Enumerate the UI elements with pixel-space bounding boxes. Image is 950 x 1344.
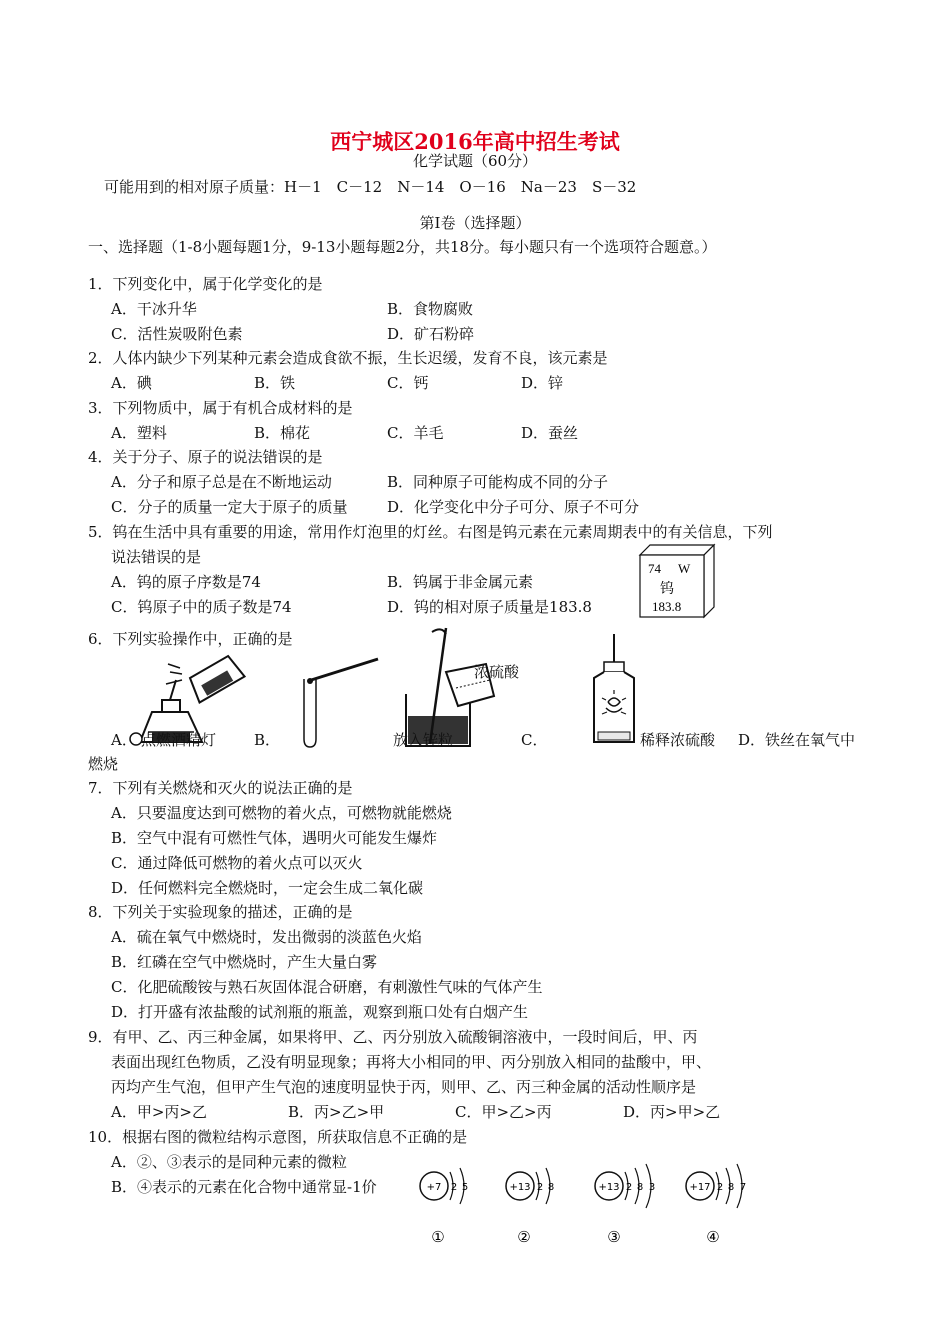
q6-stem: 6．下列实验操作中，正确的是 xyxy=(88,630,293,648)
q3-option-c: C．羊毛 xyxy=(387,424,444,442)
atom-structure-diagrams xyxy=(410,1160,770,1250)
atom-diagram-1 xyxy=(420,1168,468,1246)
atomic-masses: 可能用到的相对原子质量：H－1 C－12 N－14 O－16 Na－23 S－32 xyxy=(104,178,637,196)
q2-option-c: C．钙 xyxy=(387,374,429,392)
element-number: 74 xyxy=(648,561,661,576)
q8-option-c: C．化肥硫酸铵与熟石灰固体混合研磨，有刺激性气味的气体产生 xyxy=(111,978,543,996)
atom-4-shell-2: 8 xyxy=(727,1182,735,1193)
q8-option-b: B．红磷在空气中燃烧时，产生大量白雾 xyxy=(111,953,378,971)
atom-1-shell-2: 5 xyxy=(461,1182,469,1193)
q1-option-d: D．矿石粉碎 xyxy=(387,325,475,343)
atom-2-label: ② xyxy=(517,1228,531,1246)
q3-option-d: D．蚕丝 xyxy=(521,424,579,442)
q8-option-a: A．硫在氧气中燃烧时，发出微弱的淡蓝色火焰 xyxy=(111,928,422,946)
atom-2-nucleus: +13 xyxy=(509,1182,531,1193)
atom-1-nucleus: +7 xyxy=(426,1182,442,1193)
atom-3-shell-2: 8 xyxy=(636,1182,644,1193)
atom-diagram-4 xyxy=(686,1164,746,1246)
atom-4-label: ④ xyxy=(706,1228,720,1246)
tungsten-element-cell xyxy=(640,545,720,619)
q6-option-a-text: 点燃酒精灯 xyxy=(141,731,217,749)
q5-option-b: B．钨属于非金属元素 xyxy=(387,573,534,591)
q9-stem-line3: 丙均产生气泡，但甲产生气泡的速度明显快于丙，则甲、乙、丙三种金属的活动性顺序是 xyxy=(111,1078,697,1096)
atom-3-label: ③ xyxy=(607,1228,621,1246)
q7-option-d: D．任何燃料完全燃烧时，一定会生成二氧化碳 xyxy=(111,879,424,897)
q2-stem: 2．人体内缺少下列某种元素会造成食欲不振，生长迟缓，发育不良，该元素是 xyxy=(88,349,608,367)
q9-stem-line2: 表面出现红色物质，乙没有明显现象；再将大小相同的甲、丙分别放入相同的盐酸中，甲、 xyxy=(111,1053,712,1071)
iron-wire-oxygen-image xyxy=(584,632,644,750)
q8-option-d: D．打开盛有浓盐酸的试剂瓶的瓶盖，观察到瓶口处有白烟产生 xyxy=(111,1003,529,1021)
element-symbol: W xyxy=(678,561,691,576)
element-name: 钨 xyxy=(660,581,674,597)
q6-option-d: D．铁丝在氧气中 xyxy=(738,731,856,749)
q7-option-b: B．空气中混有可燃性气体，遇明火可能发生爆炸 xyxy=(111,829,438,847)
volume-heading: 第Ⅰ卷（选择题） xyxy=(419,214,531,232)
section-instructions: 一、选择题（1-8小题每题1分，9-13小题每题2分，共18分。每小题只有一个选项符合题意。） xyxy=(88,238,717,256)
q1-option-b: B．食物腐败 xyxy=(387,300,474,318)
q9-option-c: C．甲>乙>丙 xyxy=(455,1103,552,1121)
q6-option-c-text: 稀释浓硫酸 xyxy=(640,731,716,749)
q6-option-a-label: A． xyxy=(111,731,137,749)
atom-1-label: ① xyxy=(431,1228,445,1246)
q6-option-b-label: B． xyxy=(254,731,281,749)
q10-stem: 10．根据右图的微粒结构示意图，所获取信息不正确的是 xyxy=(88,1128,468,1146)
q4-option-d: D．化学变化中分子可分、原子不可分 xyxy=(387,498,640,516)
q9-option-b: B．丙>乙>甲 xyxy=(288,1103,385,1121)
q10-option-a: A．②、③表示的是同种元素的微粒 xyxy=(111,1153,347,1171)
q4-stem: 4．关于分子、原子的说法错误的是 xyxy=(88,448,323,466)
q2-option-d: D．锌 xyxy=(521,374,564,392)
q5-option-d: D．钨的相对原子质量是183.8 xyxy=(387,598,592,616)
q4-option-a: A．分子和原子总是在不断地运动 xyxy=(111,473,332,491)
element-mass: 183.8 xyxy=(652,599,682,614)
q6-option-d-cont: 燃烧 xyxy=(88,755,119,773)
test-tube-zinc-image xyxy=(296,655,386,750)
atom-3-shell-1: 2 xyxy=(625,1182,633,1193)
atom-4-shell-1: 2 xyxy=(716,1182,724,1193)
q10-option-b: B．④表示的元素在化合物中通常显-1价 xyxy=(111,1178,377,1196)
atom-3-shell-3: 3 xyxy=(648,1182,656,1193)
q8-stem: 8．下列关于实验现象的描述，正确的是 xyxy=(88,903,353,921)
q1-option-c: C．活性炭吸附色素 xyxy=(111,325,243,343)
q2-option-b: B．铁 xyxy=(254,374,296,392)
atom-1-shell-1: 2 xyxy=(450,1182,458,1193)
q9-option-a: A．甲>丙>乙 xyxy=(111,1103,207,1121)
q4-option-c: C．分子的质量一定大于原子的质量 xyxy=(111,498,348,516)
q2-option-a: A．碘 xyxy=(111,374,152,392)
q5-option-a: A．钨的原子序数是74 xyxy=(111,573,261,591)
atom-4-nucleus: +17 xyxy=(689,1182,711,1193)
q5-stem-cont: 说法错误的是 xyxy=(111,548,202,566)
q6-option-b-text: 放入锌粒 xyxy=(393,731,454,749)
q7-stem: 7．下列有关燃烧和灭火的说法正确的是 xyxy=(88,779,353,797)
q1-option-a: A．干冰升华 xyxy=(111,300,197,318)
q5-option-c: C．钨原子中的质子数是74 xyxy=(111,598,292,616)
q9-stem-line1: 9．有甲、乙、丙三种金属，如果将甲、乙、丙分别放入硫酸铜溶液中，一段时间后，甲、丙 xyxy=(88,1028,698,1046)
concentrated-acid-label: 浓硫酸 xyxy=(474,663,520,681)
q1-stem: 1．下列变化中，属于化学变化的是 xyxy=(88,275,323,293)
atom-diagram-2 xyxy=(506,1168,554,1246)
atom-diagram-3 xyxy=(595,1164,655,1246)
q7-option-c: C．通过降低可燃物的着火点可以灭火 xyxy=(111,854,363,872)
q7-option-a: A．只要温度达到可燃物的着火点，可燃物就能燃烧 xyxy=(111,804,452,822)
q3-stem: 3．下列物质中，属于有机合成材料的是 xyxy=(88,399,353,417)
atom-2-shell-2: 8 xyxy=(547,1182,555,1193)
q9-option-d: D．丙>甲>乙 xyxy=(623,1103,721,1121)
atom-3-nucleus: +13 xyxy=(598,1182,620,1193)
atom-4-shell-3: 7 xyxy=(739,1182,747,1193)
q4-option-b: B．同种原子可能构成不同的分子 xyxy=(387,473,609,491)
atom-2-shell-1: 2 xyxy=(536,1182,544,1193)
exam-title: 西宁城区2016年高中招生考试 xyxy=(330,129,620,154)
q3-option-b: B．棉花 xyxy=(254,424,311,442)
exam-subtitle: 化学试题（60分） xyxy=(412,152,538,170)
q5-stem: 5．钨在生活中具有重要的用途，常用作灯泡里的灯丝。右图是钨元素在元素周期表中的有关信息，下列 xyxy=(88,523,773,541)
q3-option-a: A．塑料 xyxy=(111,424,167,442)
q6-option-c-label: C． xyxy=(521,731,548,749)
